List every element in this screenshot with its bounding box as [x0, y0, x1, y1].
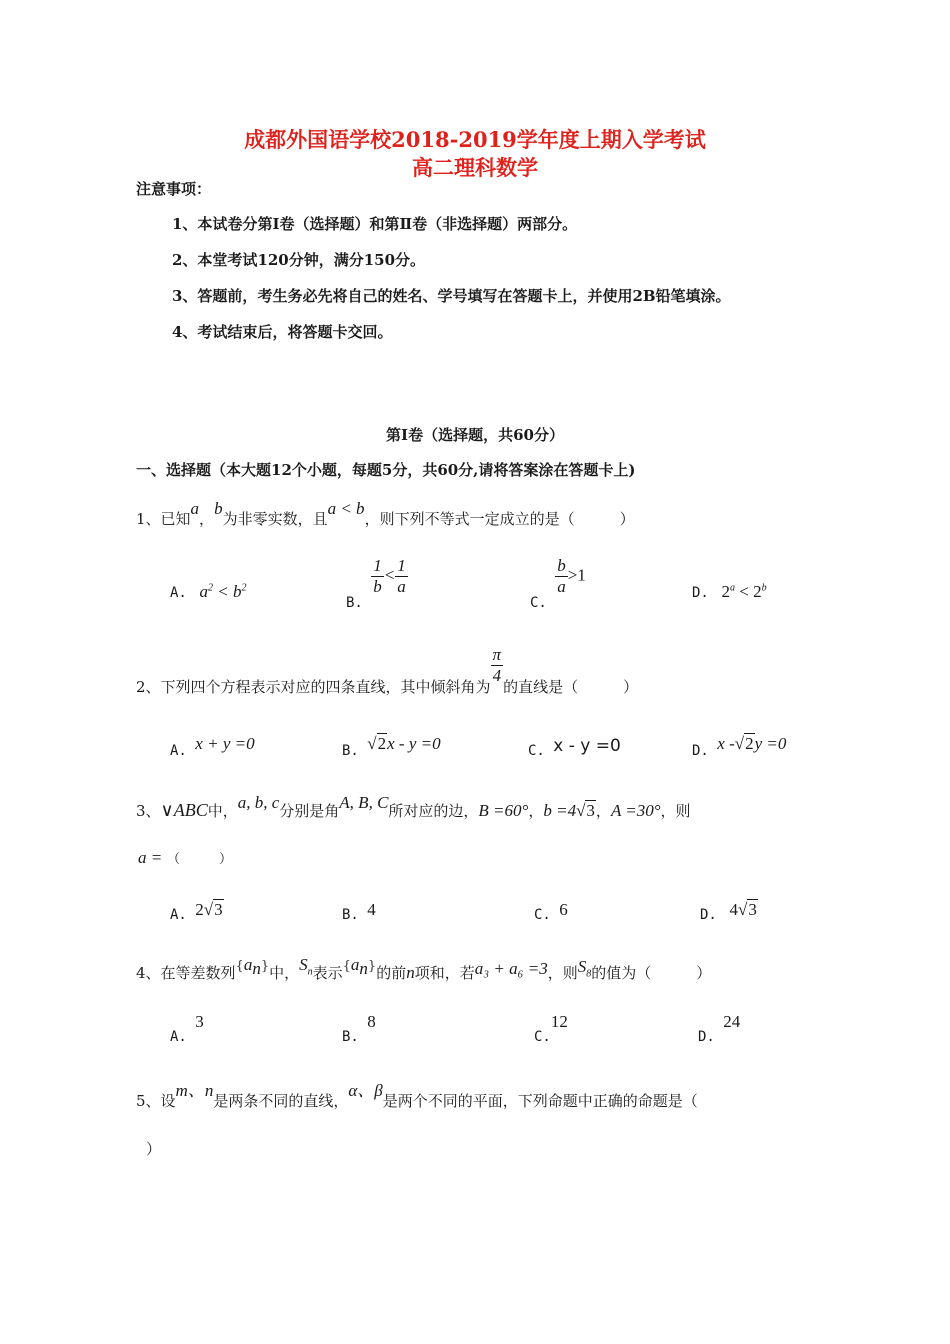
q2-option-d-label: D.	[692, 743, 709, 759]
q3-option-a: A. 2√3	[170, 900, 223, 923]
q4-option-a	[170, 1012, 204, 1045]
q1-text1: 为非零实数，且	[222, 510, 328, 528]
q3-text3: 所对应的边，	[388, 802, 479, 820]
q3-option-b	[342, 900, 376, 923]
q3-option-c-label: C.	[534, 907, 551, 923]
q4-stem: 4、在等差数列$\{a_n\}$中，$S_n$表示$\{a_n\}$的前n项和，若a₃ + a₆ =3，则$S_8$的值为（ ）	[136, 955, 712, 982]
q1-sep: ，	[199, 510, 215, 528]
q3-sides: a, b, c	[237, 793, 280, 812]
q1-option-a-label: A.	[170, 585, 187, 601]
q2-option-b-label: B.	[342, 743, 359, 759]
q3-number: 3、	[136, 802, 161, 820]
q1-option-b-label: B.	[346, 594, 363, 611]
q4-option-c	[534, 1012, 568, 1045]
q1-option-d: D. $2^a < 2^b$	[692, 582, 767, 601]
q4-text2: 表示	[312, 964, 343, 982]
q4-option-d	[698, 1012, 741, 1045]
q3-angles: A, B, C	[339, 793, 389, 812]
q1-option-d-label: D.	[692, 585, 709, 601]
q2-text2: 的直线是（ ）	[503, 677, 639, 696]
q4-condition: a₃ + a₆ =3	[474, 959, 548, 978]
q1-stem	[136, 499, 635, 529]
exam-subtitle: 高二理科数学	[412, 155, 538, 180]
q2-stem	[136, 645, 639, 696]
q3-text1: 中，	[207, 802, 238, 820]
q2-option-b-expr: x - y =0	[387, 734, 441, 753]
q4-s8-sub: 8	[586, 968, 592, 980]
q3-ask-expr: a =	[138, 848, 163, 867]
notice-item-4: 4、考试结束后，将答题卡交回。	[172, 323, 393, 341]
q2-option-b: B. √2x - y =0	[342, 734, 441, 759]
q4-seq-a: a	[243, 955, 253, 974]
q4-option-b	[342, 1012, 376, 1045]
notice-item-1: 1、本试卷分第Ⅰ卷（选择题）和第Ⅱ卷（非选择题）两部分。	[172, 215, 578, 233]
q5-planes: α、β	[348, 1081, 383, 1100]
q5-lines: m、n	[175, 1081, 214, 1100]
q3-paren: （ ）	[167, 852, 233, 867]
q1-number: 1、已知	[136, 510, 191, 528]
q2-option-a-expr: x + y =0	[195, 734, 255, 753]
q4-text4: 项和，若	[414, 964, 475, 982]
q3-option-c-val: 6	[559, 900, 568, 919]
q4-text1: 中，	[269, 964, 300, 982]
q4-s8: S	[577, 957, 587, 976]
q1-option-a: A. $a^2 < b^2$	[170, 582, 247, 601]
part1-heading: 第Ⅰ卷（选择题，共60分）	[386, 426, 564, 444]
q4-option-b-val: 8	[367, 1012, 376, 1031]
q4-option-c-val: 12	[550, 1012, 568, 1031]
q4-text5: ，则	[547, 964, 578, 982]
q4-seq-sub2: n	[359, 959, 368, 978]
q5-stem	[136, 1081, 698, 1111]
q4-seq-a2: a	[350, 955, 360, 974]
q4-s-sub: n	[307, 966, 313, 978]
q4-option-c-label: C.	[534, 1029, 551, 1045]
q1-condition: a < b	[327, 499, 365, 518]
q3-cond-b-side: b =4	[543, 801, 577, 820]
q4-number: 4、在等差数列	[136, 964, 236, 982]
q3-triangle: ∨ABC	[160, 800, 208, 820]
q4-s: S	[299, 955, 308, 974]
notice-item-2: 2、本堂考试120分钟，满分150分。	[172, 251, 426, 269]
q1-text2: ，则下列不等式一定成立的是（ ）	[364, 510, 635, 528]
q2-four: 4	[492, 666, 502, 685]
q4-option-a-label: A.	[170, 1029, 187, 1045]
q3-option-d-label: D.	[700, 907, 717, 923]
q3-option-d: D. 4√3	[700, 900, 757, 923]
q4-seq-sub: n	[252, 959, 261, 978]
q3-option-b-val: 4	[367, 900, 376, 919]
q2-option-c	[528, 736, 621, 760]
q4-option-d-label: D.	[698, 1029, 715, 1045]
q2-option-d: D. x -√2y =0	[692, 734, 787, 759]
q5-number: 5、设	[136, 1092, 176, 1110]
q4-text6: 的值为（ ）	[591, 964, 712, 982]
q2-option-d-head: x -	[717, 734, 735, 753]
q2-option-c-label: C.	[528, 743, 545, 759]
q2-text1: 2、下列四个方程表示对应的四条直线，其中倾斜角为	[136, 677, 491, 696]
q2-option-a	[170, 734, 255, 760]
section-heading: 一、选择题（本大题12个小题，每题5分，共60分,请将答案涂在答题卡上)	[136, 461, 636, 479]
q4-text3: 的前	[376, 964, 407, 982]
q3-root: 3	[586, 801, 595, 820]
q3-option-a-label: A.	[170, 907, 187, 923]
q3-stem: 3、∨ABC中，a, b, c分别是角A, B, C所对应的边，B =60°，b =4√3，A =30°，则	[136, 793, 691, 820]
q3-comma-1: ，	[528, 802, 544, 820]
q3-text4: ，则	[660, 802, 691, 820]
q4-option-b-label: B.	[342, 1029, 359, 1045]
q3-cond-a-angle: A =30°	[610, 801, 661, 820]
q3-cond-b-angle: B =60°	[478, 801, 529, 820]
q3-option-b-label: B.	[342, 907, 359, 923]
q1-option-c-label: C.	[530, 594, 547, 611]
q4-n: n	[406, 963, 415, 982]
notice-item-3: 3、答题前，考生务必先将自己的姓名、学号填写在答题卡上，并使用2B铅笔填涂。	[172, 287, 731, 305]
q3-text2: 分别是角	[279, 802, 340, 820]
q5-text1: 是两条不同的直线，	[213, 1092, 349, 1110]
q3-comma-2: ，	[595, 802, 611, 820]
q3-option-a-val: 2	[195, 900, 204, 919]
q2-option-d-tail: y =0	[754, 734, 787, 753]
q3-option-d-val: 4	[729, 900, 739, 919]
q3-ask	[138, 848, 232, 868]
q2-pi: π	[492, 645, 502, 664]
exam-title: 成都外国语学校2018-2019学年度上期入学考试	[244, 127, 706, 152]
notice-heading: 注意事项：	[136, 180, 212, 198]
q1-option-c: C. $\frac{b}{a}$ >1	[530, 556, 586, 611]
q1-var-a: a	[190, 499, 200, 518]
q5-close-paren: ）	[146, 1140, 162, 1158]
q4-option-a-val: 3	[195, 1012, 204, 1031]
q4-option-d-val: 24	[723, 1012, 741, 1031]
q2-option-c-expr: x - y =0	[553, 736, 621, 756]
q3-option-c	[534, 900, 568, 923]
q5-text2: 是两个不同的平面，下列命题中正确的命题是（	[382, 1092, 698, 1110]
q1-var-b: b	[214, 499, 223, 518]
q2-option-a-label: A.	[170, 743, 187, 759]
q1-option-b: B. $\frac{1}{b}$ < $\frac{1}{a}$	[346, 556, 406, 611]
